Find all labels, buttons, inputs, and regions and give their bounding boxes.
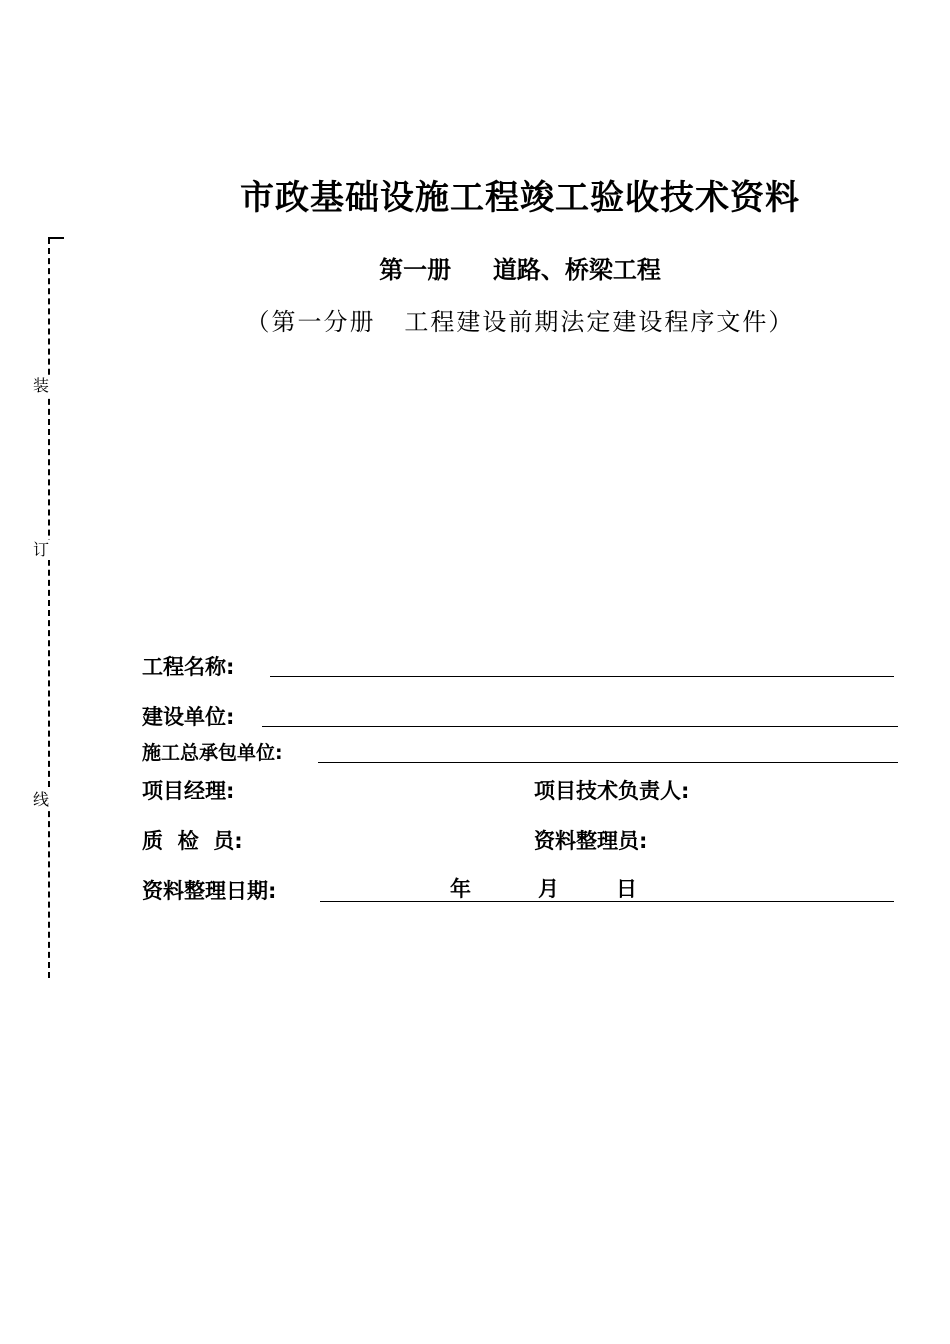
day-unit: 日 [616, 877, 637, 901]
archivist-label: 资料整理员: [534, 829, 648, 853]
inspector-label: 质 检 员: [142, 829, 243, 853]
builder-label: 建设单位: [142, 705, 235, 729]
contractor-label: 施工总承包单位: [142, 742, 283, 764]
binding-char-zhuang: 装 [30, 376, 52, 396]
binding-line [48, 238, 50, 978]
project-name-label: 工程名称: [142, 655, 235, 679]
month-unit: 月 [538, 877, 559, 901]
date-field[interactable] [320, 901, 894, 902]
builder-field[interactable] [262, 726, 898, 727]
date-label: 资料整理日期: [142, 879, 277, 903]
project-name-field[interactable] [270, 676, 894, 677]
year-unit: 年 [450, 877, 471, 901]
subvolume-title: （第一分册 工程建设前期法定建设程序文件） [245, 308, 795, 336]
cover-title: 市政基础设施工程竣工验收技术资料 [240, 178, 800, 218]
contractor-field[interactable] [318, 762, 898, 763]
volume-title: 第一册 道路、桥梁工程 [379, 256, 661, 284]
project-manager-label: 项目经理: [142, 779, 235, 803]
binding-corner [48, 237, 64, 239]
binding-char-xian: 线 [30, 790, 52, 810]
tech-lead-label: 项目技术负责人: [534, 779, 690, 803]
binding-char-ding: 订 [30, 540, 52, 560]
